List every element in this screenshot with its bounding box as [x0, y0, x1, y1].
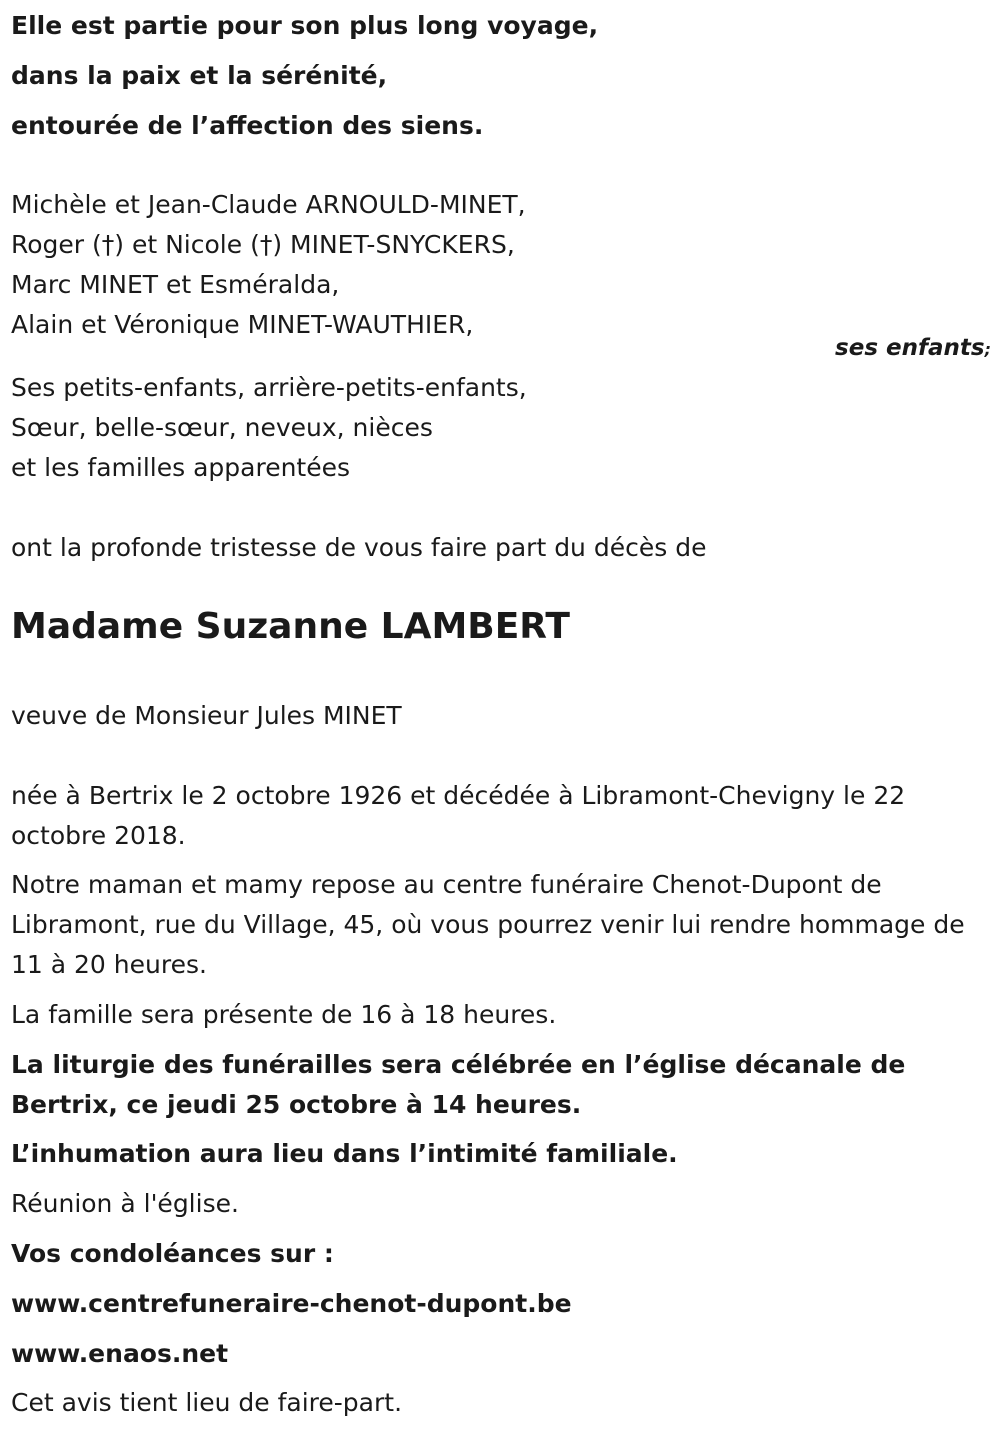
condolences-label: Vos condoléances sur : — [11, 1239, 334, 1268]
child-line-3: Marc MINET et Esméralda, — [11, 270, 340, 299]
obituary-notice — [11, 0, 991, 1437]
children-label — [835, 333, 991, 365]
closing-text: Cet avis tient lieu de faire-part. — [11, 1388, 403, 1417]
resting-place-text: Notre maman et mamy repose au centre funéraire Chenot-Dupont de Libramont, rue du Village, 45, où vous pourrez venir lui rendre hommage de 11 à 20 heures. — [11, 870, 965, 979]
deceased-name: Madame Suzanne LAMBERT — [11, 606, 570, 647]
announcement-text: ont la profonde tristesse de vous faire part du décès de — [11, 533, 707, 562]
family-line-2: Sœur, belle-sœur, neveux, nièces — [11, 413, 433, 442]
family-line-3: et les familles apparentées — [11, 453, 351, 482]
child-line-2: Roger (†) et Nicole (†) MINET-SNYCKERS, — [11, 230, 515, 259]
funeral-text: La liturgie des funérailles sera célébrée en l’église décanale de Bertrix, ce jeudi 25 octobre à 14 heures. — [11, 1050, 906, 1119]
intro-line-2: dans la paix et la sérénité, — [11, 61, 388, 90]
children-label-punct: ; — [984, 340, 991, 359]
birth-death-text: née à Bertrix le 2 octobre 1926 et décédée à Libramont-Chevigny le 22 octobre 2018. — [11, 781, 906, 850]
child-line-1: Michèle et Jean-Claude ARNOULD-MINET, — [11, 190, 526, 219]
burial-text: L’inhumation aura lieu dans l’intimité familiale. — [11, 1139, 678, 1168]
website-link-2[interactable]: www.enaos.net — [11, 1339, 229, 1368]
intro-line-1: Elle est partie pour son plus long voyage, — [11, 11, 599, 40]
children-label-text: ses enfants — [835, 335, 985, 361]
child-line-4: Alain et Véronique MINET-WAUTHIER, — [11, 310, 474, 339]
intro-line-3: entourée de l’affection des siens. — [11, 111, 484, 140]
meeting-text: Réunion à l'église. — [11, 1189, 239, 1218]
family-presence-text: La famille sera présente de 16 à 18 heures. — [11, 1000, 557, 1029]
family-line-1: Ses petits-enfants, arrière-petits-enfants, — [11, 373, 527, 402]
website-link-1[interactable]: www.centrefuneraire-chenot-dupont.be — [11, 1289, 572, 1318]
widow-of: veuve de Monsieur Jules MINET — [11, 701, 402, 730]
